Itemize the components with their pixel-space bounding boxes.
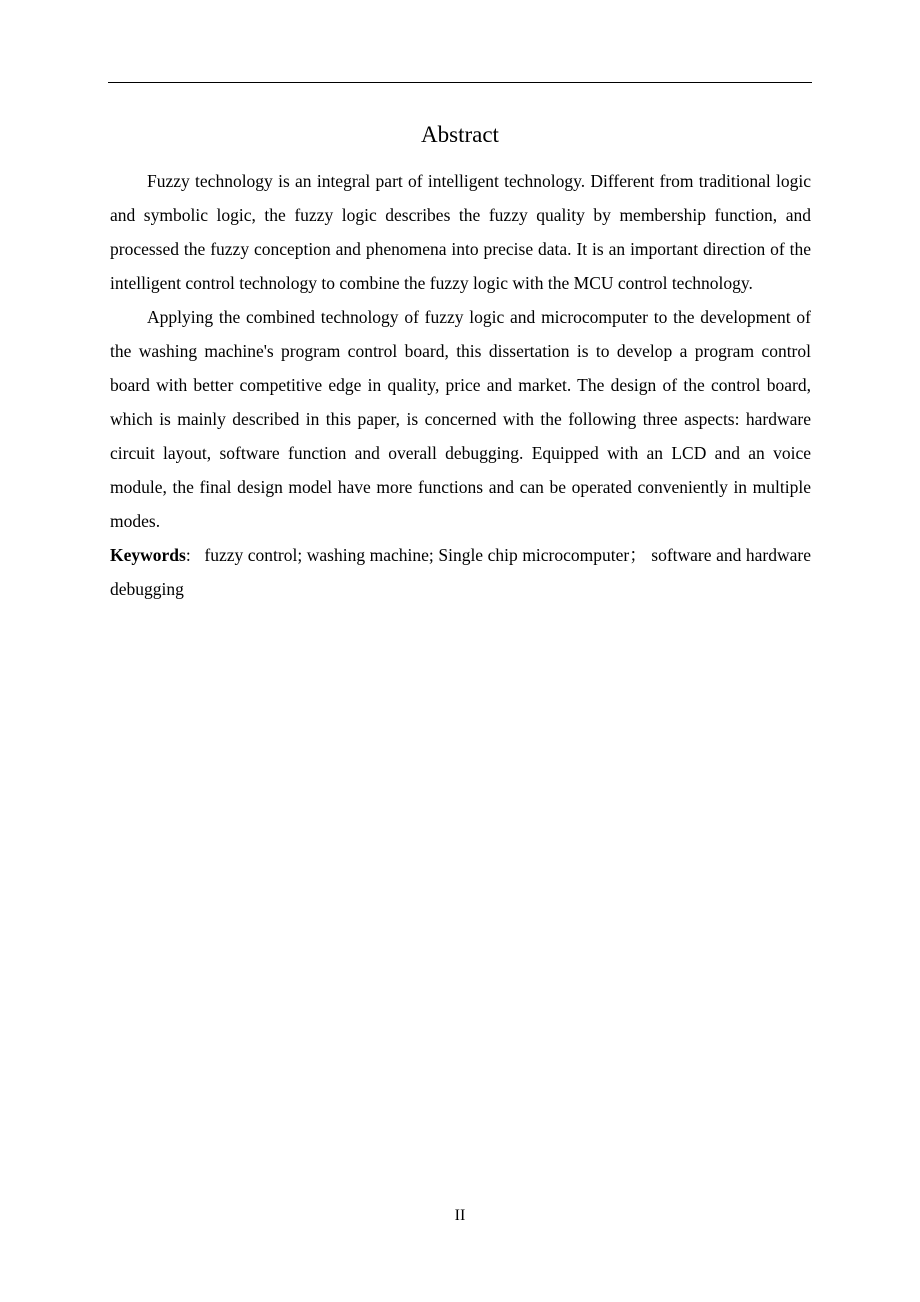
header-rule [108,82,812,83]
keywords-line [110,538,811,606]
abstract-paragraph-1: Fuzzy technology is an integral part of intelligent technology. Different from traditional logic and symbolic logic, the fuzzy logic describes the fuzzy quality by membership function, and processed the fuzzy conception and phenomena into precise data. It is an important direction of the intelligent control technology to combine the fuzzy logic with the MCU control technology. [110,171,811,293]
page-number: II [454,1207,466,1224]
abstract-paragraph-2: Applying the combined technology of fuzzy logic and microcomputer to the development of the washing machine's program control board, this dissertation is to develop a program control board with better competitive edge in quality, price and market. The design of the control board, which is mainly described in this paper, is concerned with the following three aspects: hardware circuit layout, software function and overall debugging. Equipped with an LCD and an voice module, the final design model have more functions and can be operated conveniently in multiple modes. [110,307,811,531]
keywords-label: Keywords [110,545,186,565]
abstract-title: Abstract [421,122,499,147]
abstract-body [110,164,811,606]
keywords-separator: : [185,545,191,565]
keywords-text: fuzzy control; washing machine; Single chip microcomputer； software and hardware debugging [110,545,811,599]
